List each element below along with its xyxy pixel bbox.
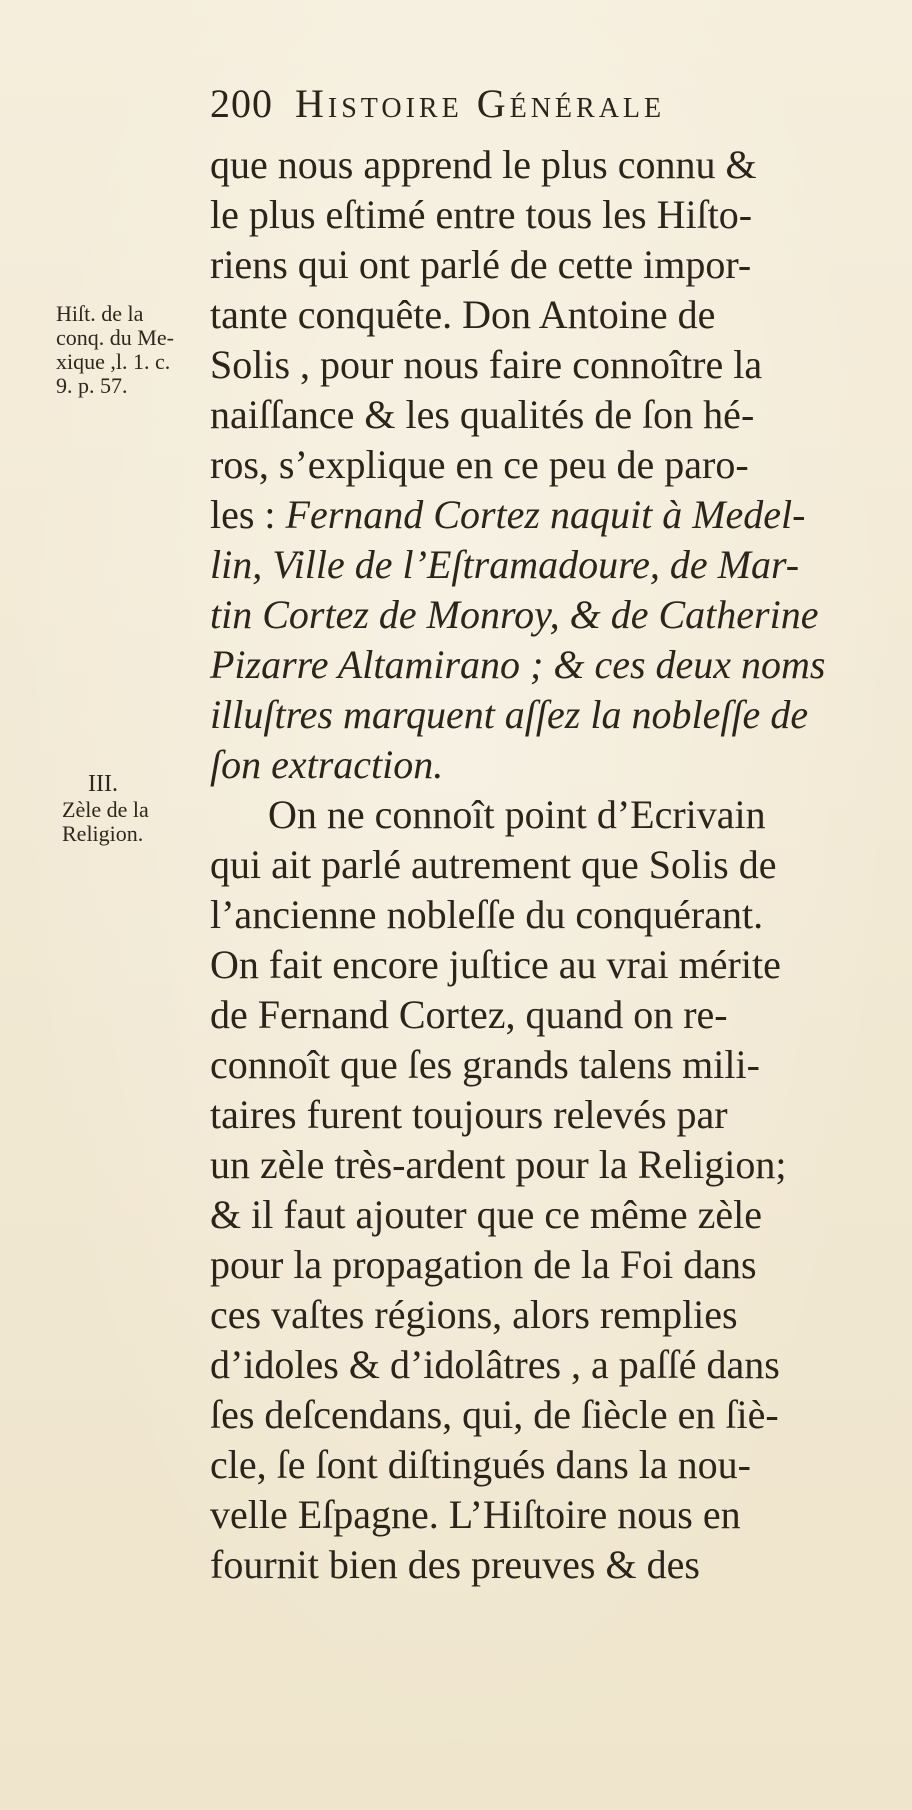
running-title: Histoire Générale	[295, 81, 666, 126]
text-line: un zèle très-ardent pour la Religion;	[210, 1142, 787, 1187]
text-line: qui ait parlé autrement que Solis de	[210, 842, 777, 887]
text-line: tante conquête. Don Antoine de	[210, 292, 716, 337]
quote-text: Fernand Cortez naquit à Medel-	[285, 492, 806, 537]
page-header	[210, 80, 830, 140]
margin-reference-line: 9. p. 57.	[56, 373, 128, 398]
text-line: d’idoles & d’idolâtres , a paſſé dans	[210, 1342, 780, 1387]
text-line: pour la propagation de la Foi dans	[210, 1242, 757, 1287]
text-line-with-quote	[210, 490, 830, 540]
quote-intro: les :	[210, 492, 286, 537]
section-number: III.	[88, 771, 118, 797]
text-line: Solis , pour nous faire connoître la	[210, 342, 763, 387]
margin-section-note	[62, 772, 212, 846]
text-line: ces vaſtes régions, alors remplies	[210, 1292, 738, 1337]
text-line: naiſſance & les qualités de ſon hé-	[210, 392, 755, 437]
main-text	[210, 140, 830, 1590]
margin-reference-line: Hiſt. de la	[56, 301, 144, 326]
quote-line: lin, Ville de l’Eſtramadoure, de Mar-	[210, 542, 800, 587]
quote-line: tin Cortez de Monroy, & de Catherine	[210, 592, 819, 637]
text-line: On fait encore juſtice au vrai mérite	[210, 942, 781, 987]
text-line: cle, ſe ſont diſtingués dans la nou-	[210, 1442, 751, 1487]
text-line: fournit bien des preuves & des	[210, 1542, 700, 1587]
text-line: de Fernand Cortez, quand on re-	[210, 992, 728, 1037]
text-line: & il faut ajouter que ce même zèle	[210, 1192, 762, 1237]
paragraph-start-line: On ne connoît point d’Ecrivain	[268, 792, 766, 837]
margin-reference-note	[56, 302, 206, 398]
margin-reference-line: xique ,l. 1. c.	[56, 349, 171, 374]
quote-line: illuſtres marquent aſſez la nobleſſe de	[210, 692, 809, 737]
quote-line: ſon extraction.	[210, 742, 444, 787]
section-title-line: Religion.	[62, 821, 144, 846]
section-title-line: Zèle de la	[62, 797, 149, 822]
text-line: que nous apprend le plus connu &	[210, 142, 757, 187]
text-line: le plus eſtimé entre tous les Hiſto-	[210, 192, 753, 237]
text-line: l’ancienne nobleſſe du conquérant.	[210, 892, 764, 937]
text-line: ſes deſcendans, qui, de ſiècle en ſiè-	[210, 1392, 779, 1437]
text-line: riens qui ont parlé de cette impor-	[210, 242, 752, 287]
text-line: taires furent toujours relevés par	[210, 1092, 728, 1137]
text-line: velle Eſpagne. L’Hiſtoire nous en	[210, 1492, 741, 1537]
margin-reference-line: conq. du Me-	[56, 325, 174, 350]
quote-line: Pizarre Altamirano ; & ces deux noms	[210, 642, 826, 687]
page-number: 200	[210, 81, 273, 126]
text-line: ros, s’explique en ce peu de paro-	[210, 442, 749, 487]
text-line: connoît que ſes grands talens mili-	[210, 1042, 760, 1087]
